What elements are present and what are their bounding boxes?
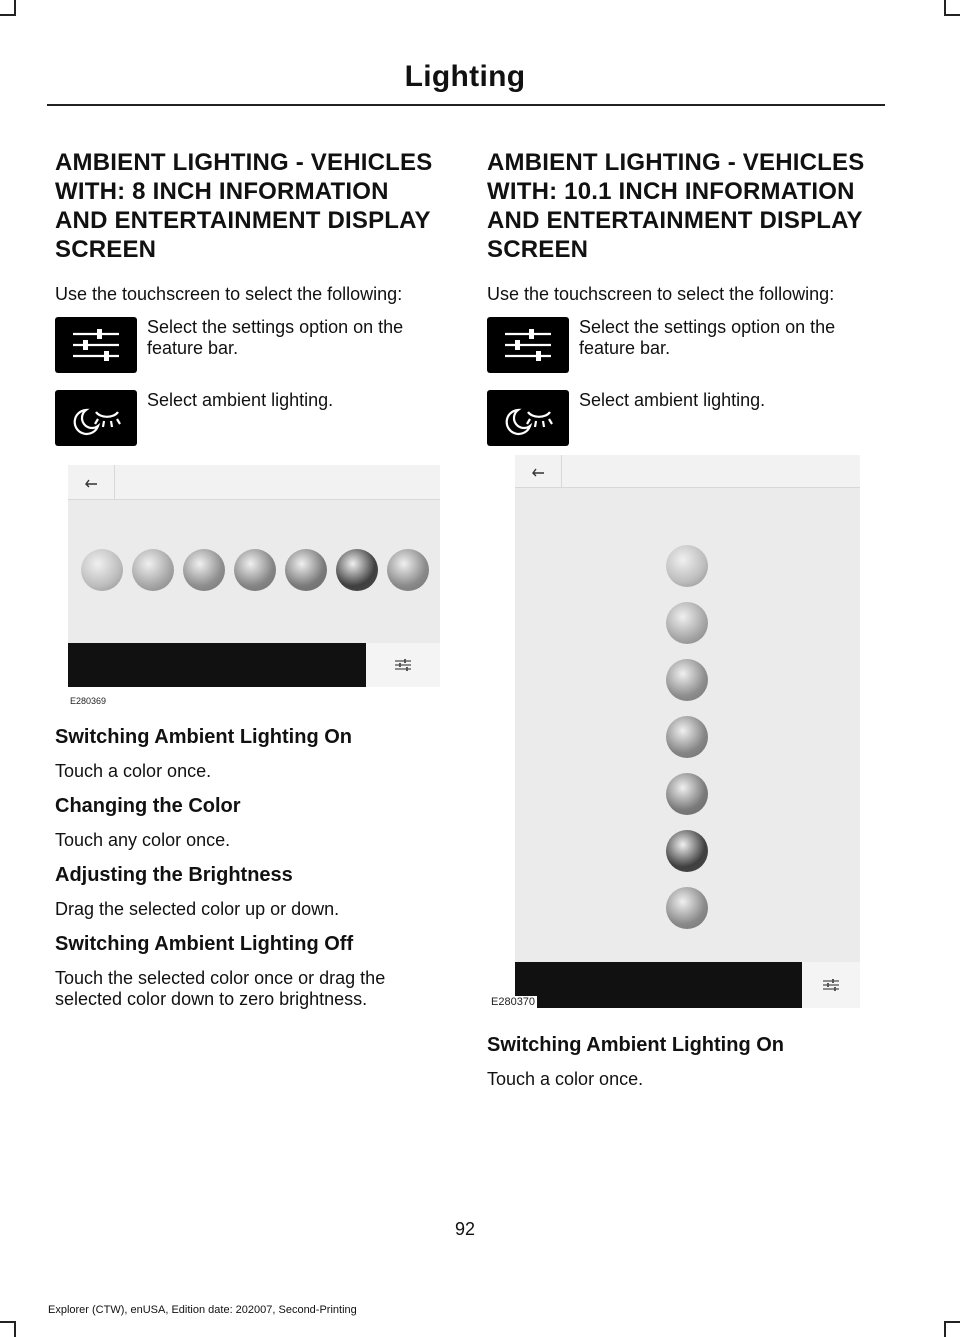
screen-figure-8in bbox=[68, 465, 454, 707]
page-number: 92 bbox=[454, 1219, 476, 1239]
body-text: Touch any color once. bbox=[55, 830, 231, 850]
right-sections bbox=[487, 1033, 879, 1090]
crop-mark bbox=[0, 14, 16, 16]
back-icon bbox=[515, 455, 562, 487]
screen-figure-10in bbox=[487, 455, 861, 1011]
body-text: Touch a color once. bbox=[487, 1069, 644, 1089]
settings-sliders-icon bbox=[487, 317, 569, 373]
subheading: Switching Ambient Lighting On bbox=[55, 726, 353, 748]
page-title: Lighting bbox=[404, 60, 526, 93]
step-text: Select the settings option on the feature bar. bbox=[147, 317, 404, 358]
subheading: Switching Ambient Lighting On bbox=[487, 1034, 785, 1056]
left-column bbox=[55, 148, 447, 1022]
crop-mark bbox=[944, 14, 960, 16]
color-swatch[interactable] bbox=[336, 549, 378, 591]
ambient-light-icon bbox=[55, 390, 137, 446]
step-settings bbox=[487, 317, 879, 382]
color-swatch[interactable] bbox=[81, 549, 123, 591]
section-heading: AMBIENT LIGHTING - VEHICLES WITH: 10.1 INCH INFORMATION AND ENTERTAINMENT DISPLAY SCREEN bbox=[487, 149, 865, 263]
step-text: Select ambient lighting. bbox=[579, 390, 766, 410]
settings-sliders-icon bbox=[366, 643, 440, 687]
step-ambient bbox=[487, 390, 879, 455]
screen-mockup bbox=[68, 465, 440, 687]
crop-mark bbox=[0, 1321, 16, 1323]
right-column bbox=[487, 148, 879, 1102]
color-swatch[interactable] bbox=[285, 549, 327, 591]
step-text: Select the settings option on the feature bar. bbox=[579, 317, 836, 358]
edition-line: Explorer (CTW), enUSA, Edition date: 202007, Second-Printing bbox=[48, 1304, 357, 1316]
step-text: Select ambient lighting. bbox=[147, 390, 334, 410]
color-swatch[interactable] bbox=[666, 545, 708, 587]
color-swatch[interactable] bbox=[666, 830, 708, 872]
settings-sliders-icon bbox=[55, 317, 137, 373]
crop-mark bbox=[14, 1321, 16, 1337]
color-swatch[interactable] bbox=[183, 549, 225, 591]
color-swatch[interactable] bbox=[234, 549, 276, 591]
body-text: Touch a color once. bbox=[55, 761, 212, 781]
figure-label: E280369 bbox=[70, 696, 107, 706]
intro-text: Use the touchscreen to select the following: bbox=[487, 284, 835, 304]
figure-label: E280370 bbox=[491, 996, 536, 1008]
color-swatch[interactable] bbox=[666, 716, 708, 758]
body-text: Drag the selected color up or down. bbox=[55, 899, 340, 919]
back-icon bbox=[68, 465, 115, 499]
subheading: Adjusting the Brightness bbox=[55, 864, 293, 886]
screen-mockup bbox=[515, 455, 860, 1008]
body-text: Touch the selected color once or drag the selected color down to zero brightness. bbox=[55, 968, 386, 1009]
left-sections bbox=[55, 725, 447, 1010]
color-swatch[interactable] bbox=[666, 659, 708, 701]
color-swatch[interactable] bbox=[387, 549, 429, 591]
subheading: Changing the Color bbox=[55, 795, 241, 817]
step-settings bbox=[55, 317, 447, 382]
color-swatch[interactable] bbox=[666, 773, 708, 815]
crop-mark bbox=[944, 1321, 946, 1337]
section-heading: AMBIENT LIGHTING - VEHICLES WITH: 8 INCH INFORMATION AND ENTERTAINMENT DISPLAY SCREEN bbox=[55, 149, 433, 263]
settings-sliders-icon bbox=[802, 962, 860, 1008]
color-swatch[interactable] bbox=[666, 887, 708, 929]
color-swatch[interactable] bbox=[666, 602, 708, 644]
ambient-light-icon bbox=[487, 390, 569, 446]
crop-mark bbox=[944, 1321, 960, 1323]
header-rule bbox=[47, 104, 885, 106]
step-ambient bbox=[55, 390, 447, 455]
subheading: Switching Ambient Lighting Off bbox=[55, 933, 354, 955]
color-swatch[interactable] bbox=[132, 549, 174, 591]
intro-text: Use the touchscreen to select the following: bbox=[55, 284, 403, 304]
